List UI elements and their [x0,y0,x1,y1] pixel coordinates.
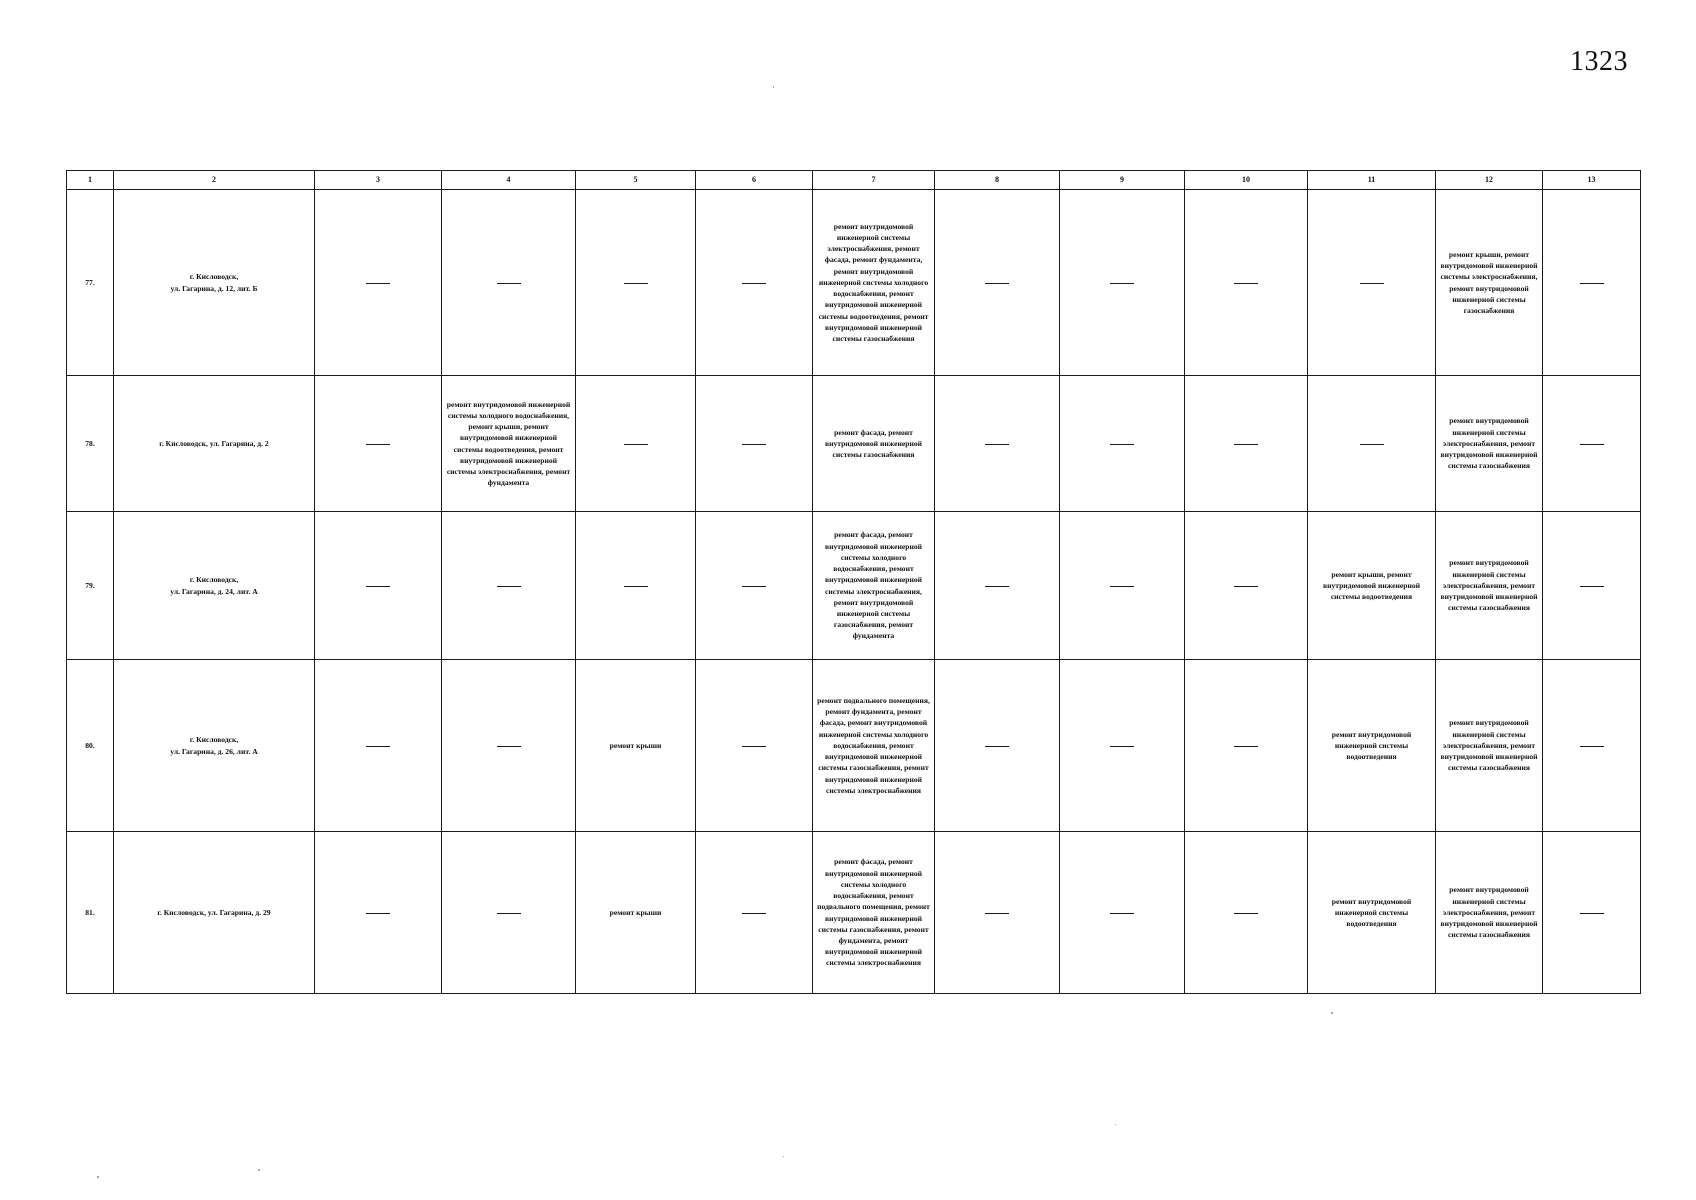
repair-cell-col-13 [1543,512,1641,660]
empty-dash-text [1258,907,1259,908]
repair-cell-col-13 [1543,832,1641,994]
scan-speck [773,86,774,88]
address-line: г. Кисловодск, [189,735,239,745]
empty-dash-mark [1580,586,1604,587]
repair-cell-col-10 [1185,832,1308,994]
repair-cell-col-5 [576,832,696,994]
repair-works-text: ремонт фасада, ремонт внутридомовой инженерной системы газоснабжения [824,427,923,460]
repair-works-text: ремонт внутридомовой инженерной системы холодного водоснабжения, ремонт крыши, ремонт внутридомовой инженерной системы водоотведения, ремонт внутридомовой инженерной системы электроснабжения, ремонт фундамента [446,399,571,488]
repair-cell-col-6 [696,660,813,832]
empty-dash-mark [1580,444,1604,445]
empty-dash-mark [1234,913,1258,914]
empty-dash-mark [624,444,648,445]
repair-registry-table [66,170,1641,994]
empty-dash-text [390,277,391,278]
empty-dash-mark [985,586,1009,587]
table-row [67,512,1641,660]
empty-dash-mark [366,444,390,445]
empty-dash-mark [1234,283,1258,284]
empty-dash-text [1134,438,1135,439]
repair-works-text: ремонт внутридомовой инженерной системы электроснабжения, ремонт внутридомовой инженерной системы газоснабжения [1440,718,1538,773]
repair-works-text: ремонт крыши, ремонт внутридомовой инженерной системы электроснабжения, ремонт внутридомовой инженерной системы газоснабжения [1440,249,1538,315]
empty-dash-text [1604,580,1605,581]
empty-dash-mark [742,586,766,587]
repair-cell-col-11 [1308,376,1436,512]
address-cell [114,512,315,660]
column-header-3: 3 [315,171,442,190]
column-header-9: 9 [1060,171,1185,190]
column-header-13: 13 [1543,171,1641,190]
empty-dash-mark [1110,283,1134,284]
empty-dash-mark [1234,444,1258,445]
empty-dash-text [648,438,649,439]
repair-cell-col-4 [442,660,576,832]
repair-cell-col-5 [576,512,696,660]
table-body [67,190,1641,994]
empty-dash-text [521,580,522,581]
address-cell [114,190,315,376]
empty-dash-text [648,580,649,581]
repair-cell-col-4 [442,512,576,660]
empty-dash-mark [1580,283,1604,284]
repair-works-text: ремонт внутридомовой инженерной системы водоотведения [1331,729,1412,762]
address-line: г. Кисловодск, ул. Гагарина, д. 29 [157,907,271,917]
repair-cell-col-11 [1308,512,1436,660]
repair-cell-col-13 [1543,190,1641,376]
repair-cell-col-10 [1185,660,1308,832]
table-row [67,376,1641,512]
empty-dash-text [521,740,522,741]
repair-cell-col-8 [935,190,1060,376]
table-row [67,660,1641,832]
page-number: 1323 [1570,46,1628,77]
empty-dash-mark [1110,586,1134,587]
row-number: 78. [67,376,114,512]
empty-dash-text [390,740,391,741]
column-header-11: 11 [1308,171,1436,190]
column-header-10: 10 [1185,171,1308,190]
row-number: 77. [67,190,114,376]
empty-dash-text [1258,438,1259,439]
row-number: 79. [67,512,114,660]
repair-cell-col-5 [576,376,696,512]
empty-dash-mark [1360,444,1384,445]
empty-dash-text [390,907,391,908]
empty-dash-text [390,580,391,581]
empty-dash-text [1604,740,1605,741]
empty-dash-text [1009,907,1010,908]
empty-dash-mark [624,283,648,284]
repair-cell-col-8 [935,376,1060,512]
repair-cell-col-4 [442,376,576,512]
repair-cell-col-7 [813,832,935,994]
column-header-12: 12 [1436,171,1543,190]
repair-cell-col-6 [696,512,813,660]
repair-cell-col-13 [1543,660,1641,832]
row-number: 80. [67,660,114,832]
scan-speck [1331,1012,1333,1014]
empty-dash-text [1258,277,1259,278]
empty-dash-mark [1580,746,1604,747]
table-row [67,832,1641,994]
repair-cell-col-3 [315,376,442,512]
repair-cell-col-3 [315,190,442,376]
address-cell [114,660,315,832]
repair-cell-col-10 [1185,512,1308,660]
empty-dash-mark [1110,913,1134,914]
repair-cell-col-12 [1436,832,1543,994]
empty-dash-text [1009,277,1010,278]
empty-dash-mark [985,283,1009,284]
repair-cell-col-5 [576,660,696,832]
empty-dash-text [390,438,391,439]
empty-dash-text [1604,277,1605,278]
empty-dash-mark [742,746,766,747]
repair-cell-col-10 [1185,376,1308,512]
repair-works-text: ремонт крыши [609,907,662,917]
repair-cell-col-7 [813,660,935,832]
empty-dash-text [1134,277,1135,278]
repair-works-text: ремонт крыши, ремонт внутридомовой инженерной системы водоотведения [1322,569,1421,602]
empty-dash-text [1258,580,1259,581]
repair-cell-col-3 [315,832,442,994]
repair-cell-col-10 [1185,190,1308,376]
repair-works-text: ремонт внутридомовой инженерной системы водоотведения [1331,896,1412,929]
repair-cell-col-9 [1060,660,1185,832]
scan-speck [97,1176,99,1178]
repair-cell-col-11 [1308,190,1436,376]
column-header-5: 5 [576,171,696,190]
repair-cell-col-6 [696,376,813,512]
repair-works-text: ремонт крыши [609,740,662,750]
empty-dash-mark [366,913,390,914]
empty-dash-text [1604,907,1605,908]
empty-dash-mark [985,913,1009,914]
repair-cell-col-7 [813,190,935,376]
repair-cell-col-13 [1543,376,1641,512]
empty-dash-mark [1110,444,1134,445]
column-header-6: 6 [696,171,813,190]
empty-dash-mark [366,746,390,747]
repair-works-text: ремонт подвального помещения, ремонт фундамента, ремонт фасада, ремонт внутридомовой инженерной системы холодного водоснабжения, ремонт внутридомовой инженерной системы газоснабжения, ремонт внутридомовой инженерной системы электроснабжения [817,695,930,795]
table-header [67,171,1641,190]
repair-works-text: ремонт внутридомовой инженерной системы электроснабжения, ремонт фасада, ремонт фундамента, ремонт внутридомовой инженерной системы холодного водоснабжения, ремонт внутридомовой инженерной системы водоотведения, ремонт внутридомовой инженерной системы газоснабжения [818,221,929,344]
repair-works-text: ремонт внутридомовой инженерной системы электроснабжения, ремонт внутридомовой инженерной системы газоснабжения [1440,885,1538,940]
repair-cell-col-12 [1436,190,1543,376]
repair-cell-col-9 [1060,376,1185,512]
repair-cell-col-6 [696,832,813,994]
empty-dash-text [1009,580,1010,581]
empty-dash-text [648,277,649,278]
empty-dash-text [1009,740,1010,741]
empty-dash-mark [366,586,390,587]
table-row [67,190,1641,376]
repair-cell-col-3 [315,660,442,832]
address-line: ул. Гагарина, д. 24, лит. А [170,586,258,596]
column-header-7: 7 [813,171,935,190]
repair-cell-col-9 [1060,832,1185,994]
empty-dash-mark [742,283,766,284]
empty-dash-text [1009,438,1010,439]
empty-dash-mark [497,586,521,587]
empty-dash-text [766,438,767,439]
empty-dash-text [1258,740,1259,741]
empty-dash-text [521,277,522,278]
empty-dash-mark [985,746,1009,747]
repair-cell-col-9 [1060,512,1185,660]
scan-speck [258,1169,260,1171]
empty-dash-mark [1234,586,1258,587]
address-line: г. Кисловодск, [189,272,239,282]
empty-dash-mark [742,913,766,914]
repair-cell-col-12 [1436,660,1543,832]
repair-cell-col-4 [442,190,576,376]
empty-dash-text [521,907,522,908]
scan-speck [783,1156,784,1157]
row-number: 81. [67,832,114,994]
repair-cell-col-3 [315,512,442,660]
empty-dash-text [766,740,767,741]
repair-cell-col-11 [1308,832,1436,994]
address-line: ул. Гагарина, д. 12, лит. Б [170,283,258,293]
address-line: г. Кисловодск, [189,575,239,585]
repair-works-text: ремонт фасада, ремонт внутридомовой инженерной системы холодного водоснабжения, ремонт внутридомовой инженерной системы электроснабжения, ремонт внутридомовой инженерной системы газоснабжения, ремонт фундамента [824,530,923,641]
empty-dash-text [1134,740,1135,741]
repair-cell-col-6 [696,190,813,376]
repair-cell-col-5 [576,190,696,376]
empty-dash-text [1384,438,1385,439]
empty-dash-mark [1580,913,1604,914]
empty-dash-mark [742,444,766,445]
address-cell [114,376,315,512]
empty-dash-text [1134,907,1135,908]
repair-works-text: ремонт внутридомовой инженерной системы электроснабжения, ремонт внутридомовой инженерной системы газоснабжения [1440,416,1538,471]
column-header-8: 8 [935,171,1060,190]
empty-dash-text [766,277,767,278]
empty-dash-text [1604,438,1605,439]
empty-dash-mark [1360,283,1384,284]
address-cell [114,832,315,994]
repair-cell-col-11 [1308,660,1436,832]
address-line: г. Кисловодск, ул. Гагарина, д. 2 [159,438,269,448]
repair-cell-col-8 [935,832,1060,994]
empty-dash-text [1384,277,1385,278]
repair-cell-col-4 [442,832,576,994]
repair-cell-col-8 [935,512,1060,660]
scan-speck [1115,1124,1116,1125]
repair-cell-col-12 [1436,376,1543,512]
column-header-4: 4 [442,171,576,190]
empty-dash-mark [1110,746,1134,747]
empty-dash-mark [1234,746,1258,747]
repair-cell-col-9 [1060,190,1185,376]
empty-dash-mark [985,444,1009,445]
column-number-row [67,171,1641,190]
empty-dash-mark [497,913,521,914]
address-line: ул. Гагарина, д. 26, лит. А [170,746,258,756]
empty-dash-mark [624,586,648,587]
empty-dash-mark [366,283,390,284]
empty-dash-mark [497,283,521,284]
repair-works-text: ремонт внутридомовой инженерной системы электроснабжения, ремонт внутридомовой инженерной системы газоснабжения [1440,558,1538,613]
repair-cell-col-8 [935,660,1060,832]
repair-cell-col-7 [813,512,935,660]
repair-cell-col-7 [813,376,935,512]
repair-works-text: ремонт фасада, ремонт внутридомовой инженерной системы холодного водоснабжения, ремонт подвального помещения, ремонт внутридомовой инженерной системы газоснабжения, ремонт фундамента, ремонт внутридомовой инженерной системы электроснабжения [817,857,930,968]
column-header-1: 1 [67,171,114,190]
empty-dash-text [1134,580,1135,581]
empty-dash-text [766,907,767,908]
column-header-2: 2 [114,171,315,190]
empty-dash-text [766,580,767,581]
empty-dash-mark [497,746,521,747]
repair-cell-col-12 [1436,512,1543,660]
